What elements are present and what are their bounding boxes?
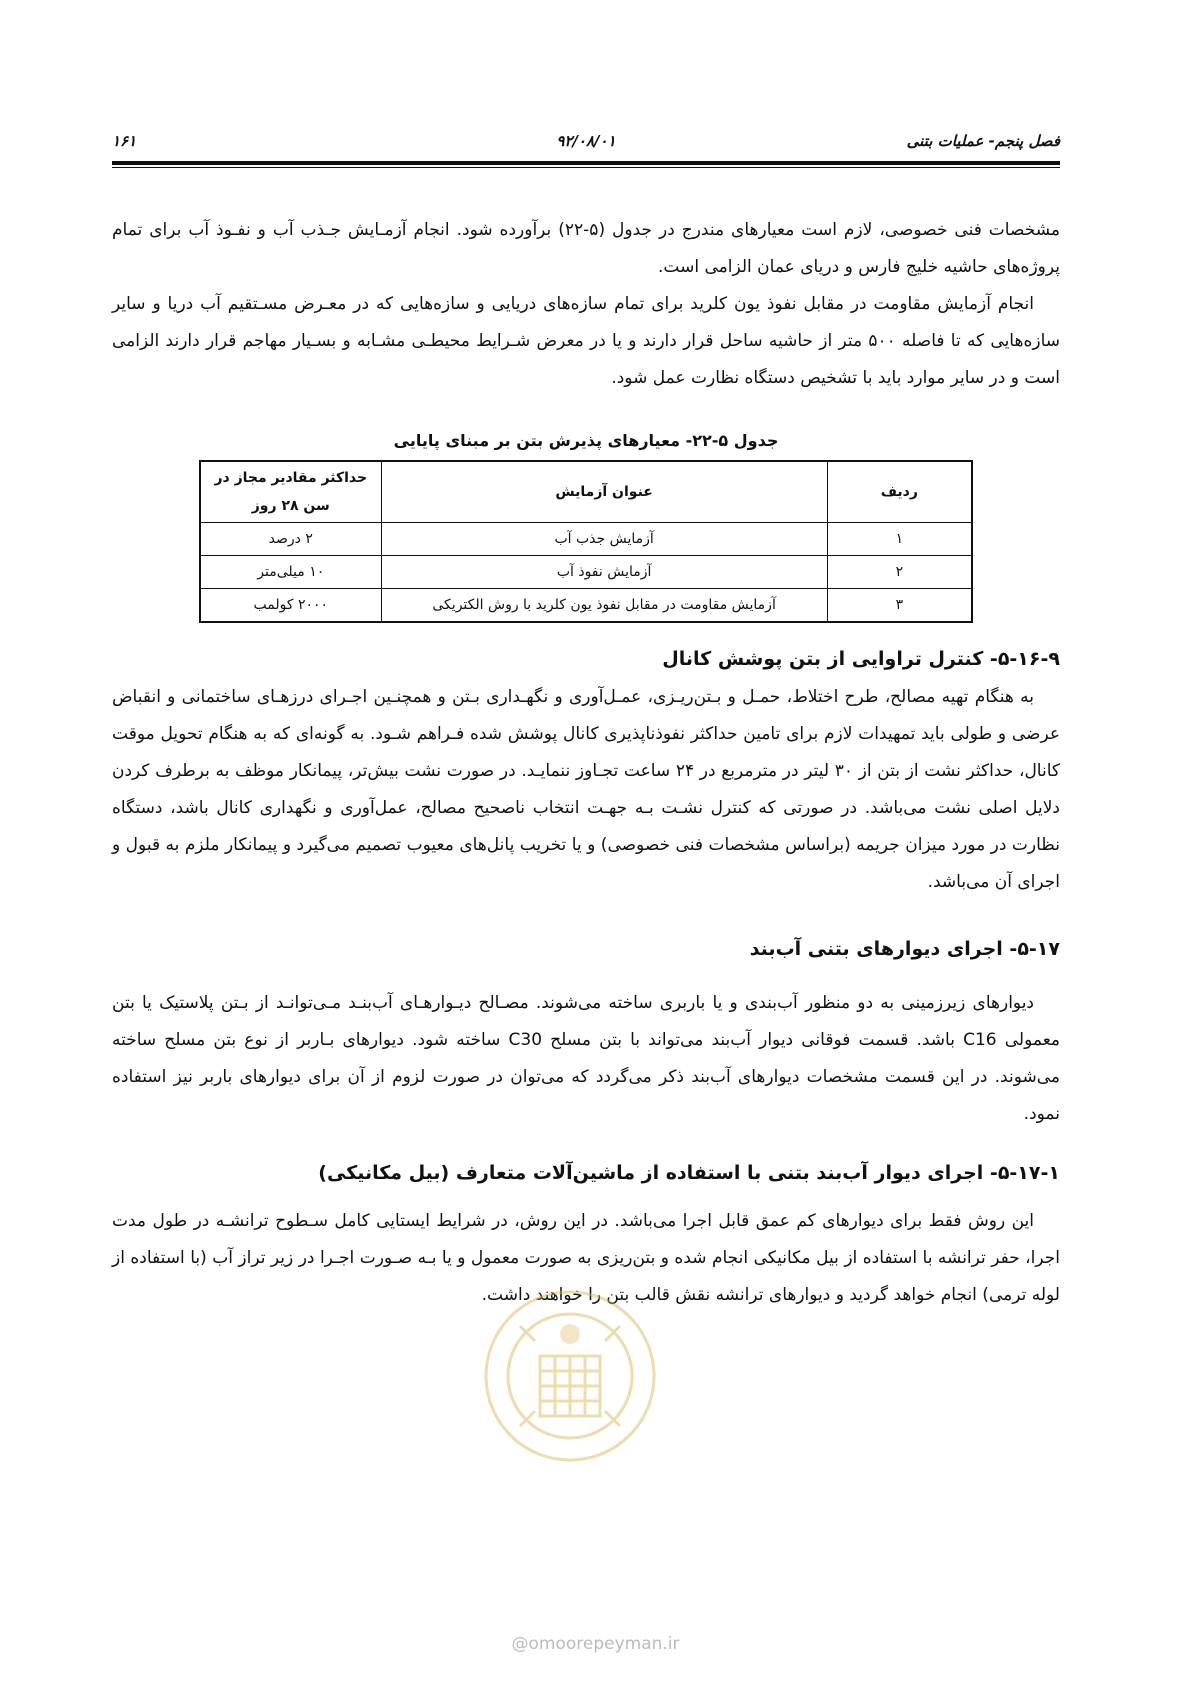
table-caption: جدول ۵-۲۲- معیارهای پذیرش بتن بر مبنای پایایی [393,431,779,450]
section-heading-16-9: ۵-۱۶-۹- کنترل تراوایی از بتن پوشش کانال [662,648,1060,670]
table-row [200,589,972,623]
cell-test-title: آزمایش نفوذ آب [381,556,827,589]
section-heading-17: ۵-۱۷- اجرای دیوارهای بتنی آب‌بند [749,938,1060,960]
section-17-body: دیوارهای زیرزمینی به دو منظور آب‌بندی و یا باربری ساخته می‌شوند. مصـالح دیـوارهـای آب‌بنـد مـی‌توانـد از بـتن پلاستیک یا بتن معمولی C16 باشد. قسمت فوقانی دیوار آب‌بند می‌تواند با بتن مسلح C30 ساخته شود. دیوارهای بـاربر از نوع بتن مسلح ساخته می‌شوند. در این قسمت مشخصات دیوارهای آب‌بند ذکر می‌گردد که می‌توان در صورت لزوم از آن برای دیوارهای باربر نیز استفاده نمود. [112,993,1060,1124]
cell-max-value: ۲۰۰۰ کولمب [200,589,381,623]
page-header [112,128,1060,154]
table-row [200,523,972,556]
table-header-row [200,461,972,523]
header-max-value: حداکثر مقادیر مجاز در سن ۲۸ روز [200,461,381,523]
header-rule-thin [112,167,1060,168]
header-test-title: عنوان آزمایش [381,461,827,523]
paragraph-1: مشخصات فنی خصوصی، لازم است معیارهای مندرج در جدول (۵-۲۲) برآورده شود. انجام آزمـایش جـذب آب و نفـوذ آب برای تمام پروژه‌های حاشیه خلیج فارس و دریای عمان الزامی است. [112,220,1060,277]
cell-row-number: ۲ [827,556,972,589]
watermark-seal-icon [480,1286,660,1466]
section-17-1-body: این روش فقط برای دیوارهای کم عمق قابل اجرا می‌باشد. در این روش، در شرایط ایستایی کامل سـطوح ترانشـه در طول مدت اجرا، حفر ترانشه با استفاده از بیل مکانیکی انجام شده و بتن‌ریزی به صورت معمول و یا بـه صـورت اجـرا در زیر تراز آب (با استفاده از لوله ترمی) انجام خواهد گردید و دیوارهای ترانشه نقش قالب بتن را خواهند داشت. [112,1211,1060,1305]
paragraph-2: انجام آزمایش مقاومت در مقابل نفوذ یون کلرید برای تمام سازه‌های دریایی و سازه‌هایی که در معـرض مسـتقیم آب دریا و سایر سازه‌هایی که تا فاصله ۵۰۰ متر از حاشیه ساحل قرار دارند و یا در معرض شـرایط محیطـی مشـابه و بسـیار مهاجم قرار دارند الزامی است و در سایر موارد باید با تشخیص دستگاه نظارت عمل شود. [112,294,1060,388]
section-heading-17-1: ۵-۱۷-۱- اجرای دیوار آب‌بند بتنی با استفاده از ماشین‌آلات متعارف (بیل مکانیکی) [318,1162,1060,1184]
cell-test-title: آزمایش مقاومت در مقابل نفوذ یون کلرید با روش الکتریکی [381,589,827,623]
page-content [112,212,1060,1314]
chapter-title: فصل پنجم- عملیات بتنی [906,132,1060,150]
cell-max-value: ۱۰ میلی‌متر [200,556,381,589]
criteria-table [199,460,973,623]
header-date: ۹۲/۰۸/۰۱ [556,132,616,150]
header-row-number: ردیف [827,461,972,523]
cell-max-value: ۲ درصد [200,523,381,556]
watermark-text: @omoorepeyman.ir [511,1634,680,1654]
cell-row-number: ۳ [827,589,972,623]
cell-row-number: ۱ [827,523,972,556]
page-number: ۱۶۱ [112,132,137,150]
section-16-9-body: به هنگام تهیه مصالح، طرح اختلاط، حمـل و بـتن‌ریـزی، عمـل‌آوری و نگهـداری بـتن و همچنـین اجـرای درزهـای ساختمانی و انقباض عرضی و طولی باید تمهیدات لازم برای تامین حداکثر نفوذناپذیری کانال پوشش شده فـراهم شـود. به گونه‌ای که به هنگام تحویل موقت کانال، حداکثر نشت از بتن از ۳۰ لیتر در مترمربع در ۲۴ ساعت تجـاوز ننمایـد. در صورت نشت بیش‌تر، پیمانکار موظف به برطرف کردن دلایل اصلی نشت می‌باشد. در صورتی که کنترل نشـت بـه جهـت انتخاب ناصحیح مصالح، عمل‌آوری و نگهداری کانال باشد، دستگاه نظارت در مورد میزان جریمه (براساس مشخصات فنی خصوصی) و یا تخریب پانل‌های معیوب تصمیم می‌گیرد و پیمانکار ملزم به قبول و اجرای آن می‌باشد. [112,687,1060,892]
cell-test-title: آزمایش جذب آب [381,523,827,556]
header-rule-thick [112,161,1060,165]
table-row [200,556,972,589]
